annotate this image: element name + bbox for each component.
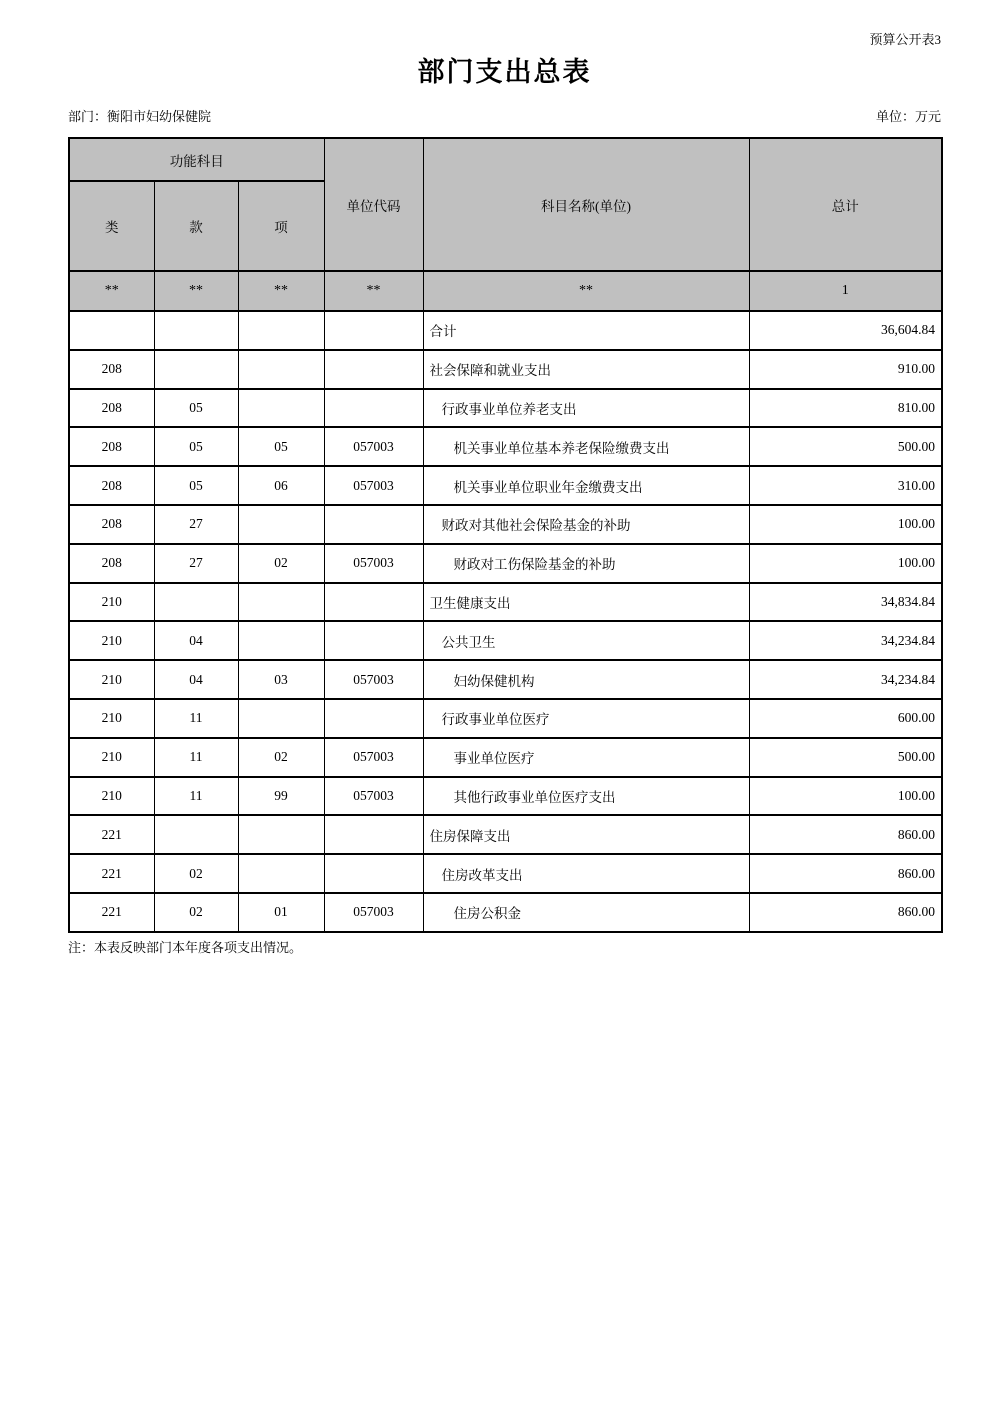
cell-section: 11: [154, 777, 238, 816]
cell-unit-code: [324, 854, 423, 893]
code-mask-cell: **: [154, 271, 238, 311]
cell-item: 02: [238, 544, 324, 583]
table-row: [69, 815, 942, 854]
table-row: [69, 583, 942, 622]
cell-item: 03: [238, 660, 324, 699]
cell-class: [69, 311, 154, 350]
cell-section: 27: [154, 544, 238, 583]
cell-section: 04: [154, 621, 238, 660]
cell-total: 34,234.84: [749, 660, 942, 699]
cell-total: 860.00: [749, 815, 942, 854]
cell-total: 810.00: [749, 389, 942, 428]
cell-unit-code: [324, 389, 423, 428]
cell-item: [238, 350, 324, 389]
code-mask-cell: **: [69, 271, 154, 311]
cell-unit-code: [324, 621, 423, 660]
cell-section: 05: [154, 389, 238, 428]
cell-total: 860.00: [749, 854, 942, 893]
table-row: [69, 854, 942, 893]
table-row: [69, 544, 942, 583]
cell-unit-code: [324, 505, 423, 544]
cell-total: 310.00: [749, 466, 942, 505]
cell-unit-code: 057003: [324, 777, 423, 816]
cell-section: 05: [154, 466, 238, 505]
cell-item: [238, 815, 324, 854]
cell-unit-code: 057003: [324, 466, 423, 505]
table-row: [69, 699, 942, 738]
cell-class: 210: [69, 621, 154, 660]
cell-section: 11: [154, 738, 238, 777]
code-mask-cell: **: [238, 271, 324, 311]
budget-table: [68, 137, 943, 933]
cell-total: 100.00: [749, 777, 942, 816]
header-unit-code: 单位代码: [324, 138, 423, 271]
cell-total: 500.00: [749, 738, 942, 777]
table-row: [69, 466, 942, 505]
cell-section: 11: [154, 699, 238, 738]
cell-subject-name: 机关事业单位职业年金缴费支出: [423, 466, 749, 505]
cell-class: 208: [69, 350, 154, 389]
table-row: [69, 389, 942, 428]
table-row: [69, 893, 942, 932]
table-body: [69, 311, 942, 932]
cell-item: 05: [238, 427, 324, 466]
cell-unit-code: 057003: [324, 660, 423, 699]
cell-subject-name: 行政事业单位养老支出: [423, 389, 749, 428]
cell-total: 100.00: [749, 544, 942, 583]
table-row: [69, 660, 942, 699]
cell-subject-name: 财政对其他社会保险基金的补助: [423, 505, 749, 544]
header-section: 款: [154, 181, 238, 271]
cell-section: 02: [154, 893, 238, 932]
cell-subject-name: 财政对工伤保险基金的补助: [423, 544, 749, 583]
cell-item: [238, 389, 324, 428]
cell-total: 600.00: [749, 699, 942, 738]
cell-section: 27: [154, 505, 238, 544]
cell-total: 36,604.84: [749, 311, 942, 350]
table-row: [69, 777, 942, 816]
cell-subject-name: 行政事业单位医疗: [423, 699, 749, 738]
header-total: 总计: [749, 138, 942, 271]
cell-item: [238, 583, 324, 622]
cell-unit-code: 057003: [324, 427, 423, 466]
cell-unit-code: [324, 815, 423, 854]
header-class: 类: [69, 181, 154, 271]
cell-subject-name: 机关事业单位基本养老保险缴费支出: [423, 427, 749, 466]
cell-item: 06: [238, 466, 324, 505]
cell-subject-name: 妇幼保健机构: [423, 660, 749, 699]
code-mask-cell: 1: [749, 271, 942, 311]
cell-subject-name: 卫生健康支出: [423, 583, 749, 622]
cell-class: 221: [69, 854, 154, 893]
code-mask-row: [69, 271, 942, 311]
cell-item: [238, 311, 324, 350]
cell-item: 02: [238, 738, 324, 777]
cell-item: 01: [238, 893, 324, 932]
cell-subject-name: 事业单位医疗: [423, 738, 749, 777]
cell-subject-name: 社会保障和就业支出: [423, 350, 749, 389]
cell-subject-name: 公共卫生: [423, 621, 749, 660]
table-note: 注：本表反映部门本年度各项支出情况。: [68, 939, 303, 955]
cell-unit-code: [324, 311, 423, 350]
doc-label: 预算公开表3: [869, 32, 941, 47]
department-label: 部门：衡阳市妇幼保健院: [68, 109, 212, 124]
cell-class: 208: [69, 389, 154, 428]
cell-subject-name: 住房保障支出: [423, 815, 749, 854]
cell-class: 210: [69, 583, 154, 622]
cell-subject-name: 住房改革支出: [423, 854, 749, 893]
cell-section: [154, 350, 238, 389]
header-subject-name: 科目名称(单位): [423, 138, 749, 271]
cell-item: [238, 505, 324, 544]
cell-section: [154, 583, 238, 622]
cell-section: [154, 815, 238, 854]
table-row: [69, 738, 942, 777]
cell-item: 99: [238, 777, 324, 816]
cell-subject-name: 住房公积金: [423, 893, 749, 932]
cell-section: 05: [154, 427, 238, 466]
unit-label: 单位：万元: [875, 109, 941, 124]
cell-total: 100.00: [749, 505, 942, 544]
cell-total: 910.00: [749, 350, 942, 389]
cell-unit-code: [324, 699, 423, 738]
cell-class: 208: [69, 466, 154, 505]
cell-class: 208: [69, 544, 154, 583]
cell-class: 221: [69, 815, 154, 854]
meta-row: [68, 109, 941, 125]
cell-item: [238, 621, 324, 660]
table-row: [69, 427, 942, 466]
page-title: 部门支出总表: [417, 57, 592, 87]
cell-unit-code: 057003: [324, 738, 423, 777]
cell-item: [238, 854, 324, 893]
cell-total: 34,834.84: [749, 583, 942, 622]
cell-total: 34,234.84: [749, 621, 942, 660]
cell-unit-code: [324, 583, 423, 622]
cell-class: 208: [69, 505, 154, 544]
cell-subject-name: 其他行政事业单位医疗支出: [423, 777, 749, 816]
header-func-group: 功能科目: [69, 138, 324, 181]
cell-section: [154, 311, 238, 350]
table-header: [69, 138, 942, 271]
cell-item: [238, 699, 324, 738]
cell-class: 210: [69, 777, 154, 816]
cell-class: 210: [69, 699, 154, 738]
cell-subject-name: 合计: [423, 311, 749, 350]
cell-class: 210: [69, 738, 154, 777]
table-row: [69, 621, 942, 660]
code-mask-cell: **: [423, 271, 749, 311]
cell-unit-code: 057003: [324, 544, 423, 583]
code-mask-cell: **: [324, 271, 423, 311]
cell-section: 04: [154, 660, 238, 699]
cell-class: 208: [69, 427, 154, 466]
header-item: 项: [238, 181, 324, 271]
cell-unit-code: 057003: [324, 893, 423, 932]
cell-class: 210: [69, 660, 154, 699]
cell-unit-code: [324, 350, 423, 389]
cell-class: 221: [69, 893, 154, 932]
cell-total: 500.00: [749, 427, 942, 466]
table-row: [69, 311, 942, 350]
table-row: [69, 350, 942, 389]
cell-section: 02: [154, 854, 238, 893]
table-row: [69, 505, 942, 544]
cell-total: 860.00: [749, 893, 942, 932]
